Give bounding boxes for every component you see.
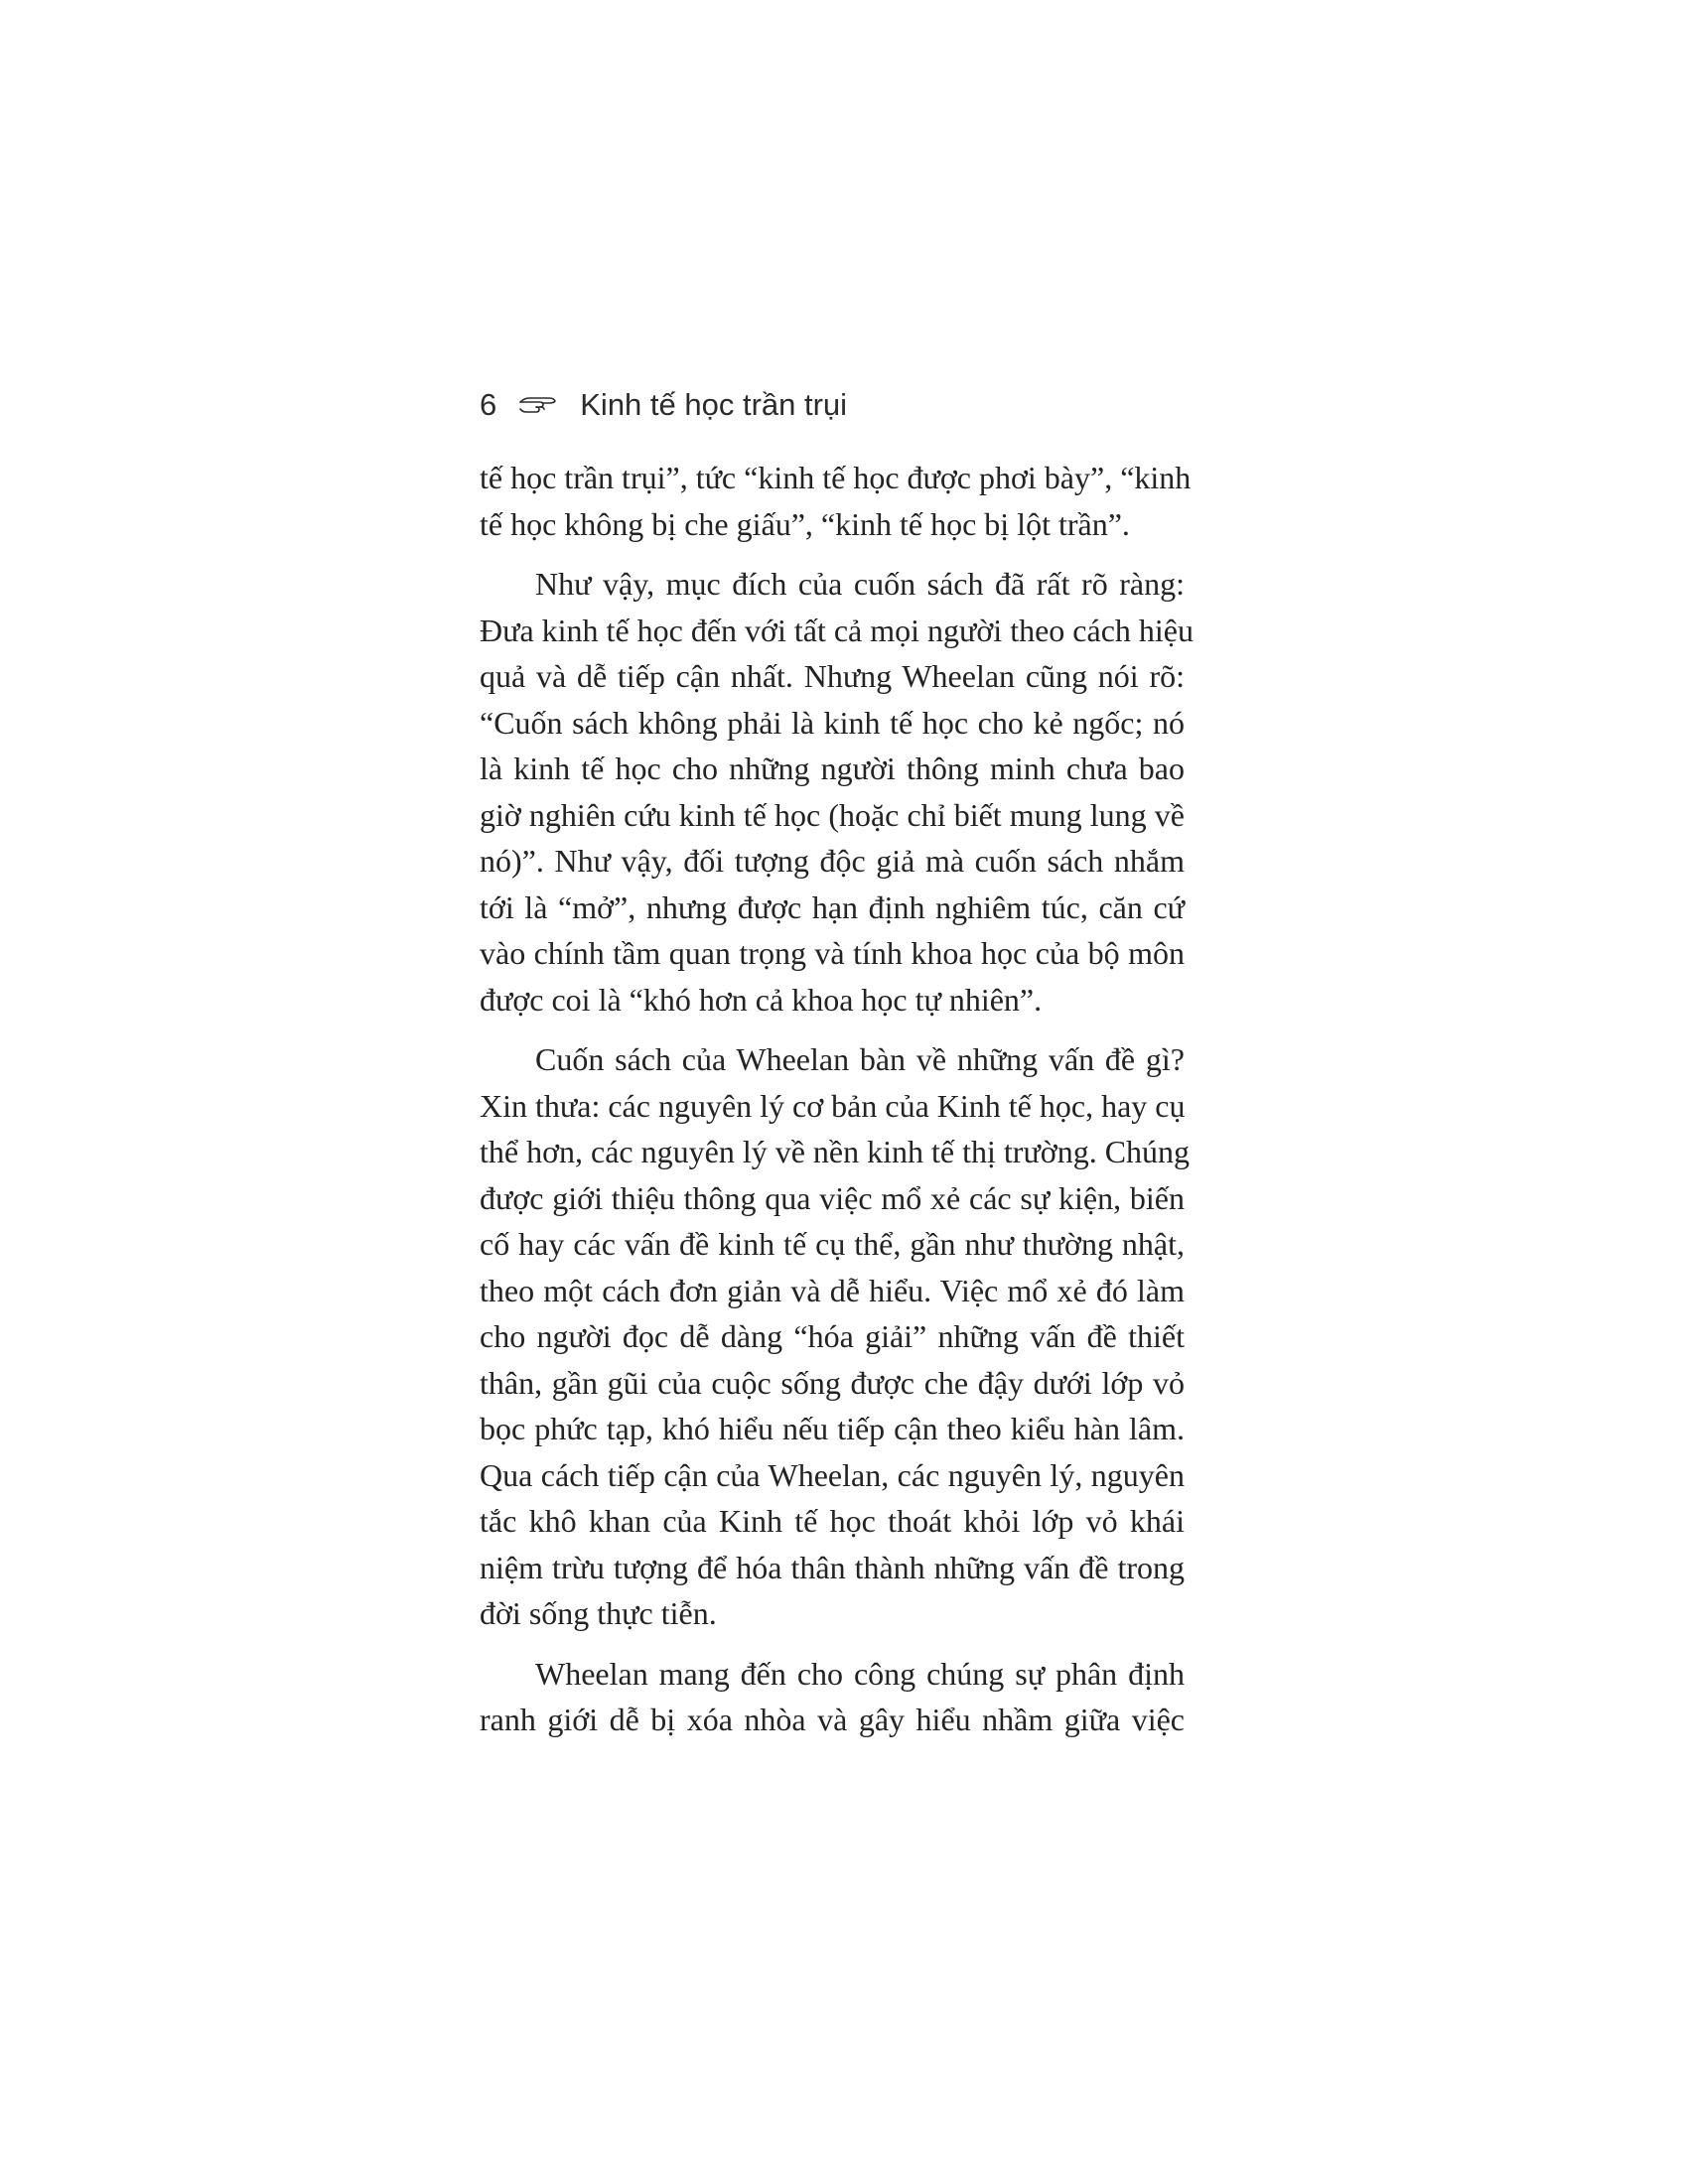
text-line: Wheelan mang đến cho công chúng sự phân định — [535, 1655, 1185, 1692]
page-number: 6 — [480, 387, 497, 422]
text-line: tế học trần trụi”, tức “kinh tế học được phơi bày”, “kinh — [480, 460, 1192, 495]
running-head — [480, 380, 847, 430]
paragraph — [480, 1651, 1185, 1743]
text-line: là kinh tế học cho những người thông minh chưa bao — [480, 751, 1185, 786]
text-line: Đưa kinh tế học đến với tất cả mọi người theo cách hiệu — [480, 612, 1194, 648]
pointing-hand-icon — [518, 394, 558, 416]
text-line: vào chính tầm quan trọng và tính khoa học của bộ môn — [480, 935, 1185, 971]
text-line: giờ nghiên cứu kinh tế học (hoặc chỉ biết mung lung về — [480, 796, 1185, 833]
text-line: theo một cách đơn giản và dễ hiểu. Việc mổ xẻ đó làm — [480, 1272, 1185, 1308]
text-line: Cuốn sách của Wheelan bàn về những vấn đề gì? — [535, 1041, 1185, 1077]
text-line: ranh giới dễ bị xóa nhòa và gây hiểu nhầm giữa việc — [480, 1702, 1185, 1737]
text-line: “Cuốn sách không phải là kinh tế học cho kẻ ngốc; nó — [480, 704, 1185, 741]
text-line: thể hơn, các nguyên lý về nền kinh tế thị trường. Chúng — [480, 1134, 1191, 1169]
text-line: thân, gần gũi của cuộc sống được che đậy dưới lớp vỏ — [480, 1364, 1185, 1401]
text-line: bọc phức tạp, khó hiểu nếu tiếp cận theo kiểu hàn lâm. — [480, 1411, 1185, 1446]
text-line: Như vậy, mục đích của cuốn sách đã rất rõ ràng: — [535, 566, 1185, 602]
paragraph — [480, 1036, 1191, 1637]
text-line: cho người đọc dễ dàng “hóa giải” những vấn đề thiết — [480, 1318, 1185, 1354]
text-line: Xin thưa: các nguyên lý cơ bản của Kinh tế học, hay cụ — [480, 1087, 1186, 1124]
paragraph — [480, 455, 1192, 547]
text-line: được coi là “khó hơn cả khoa học tự nhiên”. — [480, 981, 1043, 1018]
text-line: tắc khô khan của Kinh tế học thoát khỏi lớp vỏ khái — [480, 1503, 1185, 1539]
text-line: Qua cách tiếp cận của Wheelan, các nguyên lý, nguyên — [480, 1456, 1185, 1493]
text-line: nó)”. Như vậy, đối tượng độc giả mà cuốn sách nhắm — [480, 843, 1185, 879]
text-line: quả và dễ tiếp cận nhất. Nhưng Wheelan cũng nói rõ: — [480, 658, 1185, 694]
text-line: đời sống thực tiễn. — [480, 1595, 717, 1631]
text-line: tế học không bị che giấu”, “kinh tế học bị lột trần”. — [480, 505, 1130, 542]
running-title: Kinh tế học trần trụi — [580, 387, 848, 422]
text-line: niệm trừu tượng để hóa thân thành những vấn đề trong — [480, 1549, 1185, 1585]
text-line: được giới thiệu thông qua việc mổ xẻ các sự kiện, biến — [480, 1179, 1185, 1216]
paragraph — [480, 561, 1194, 1023]
text-line: cố hay các vấn đề kinh tế cụ thể, gần như thường nhật, — [480, 1226, 1185, 1262]
body-text — [480, 455, 1194, 1743]
text-line: tới là “mở”, nhưng được hạn định nghiêm túc, căn cứ — [480, 888, 1185, 925]
